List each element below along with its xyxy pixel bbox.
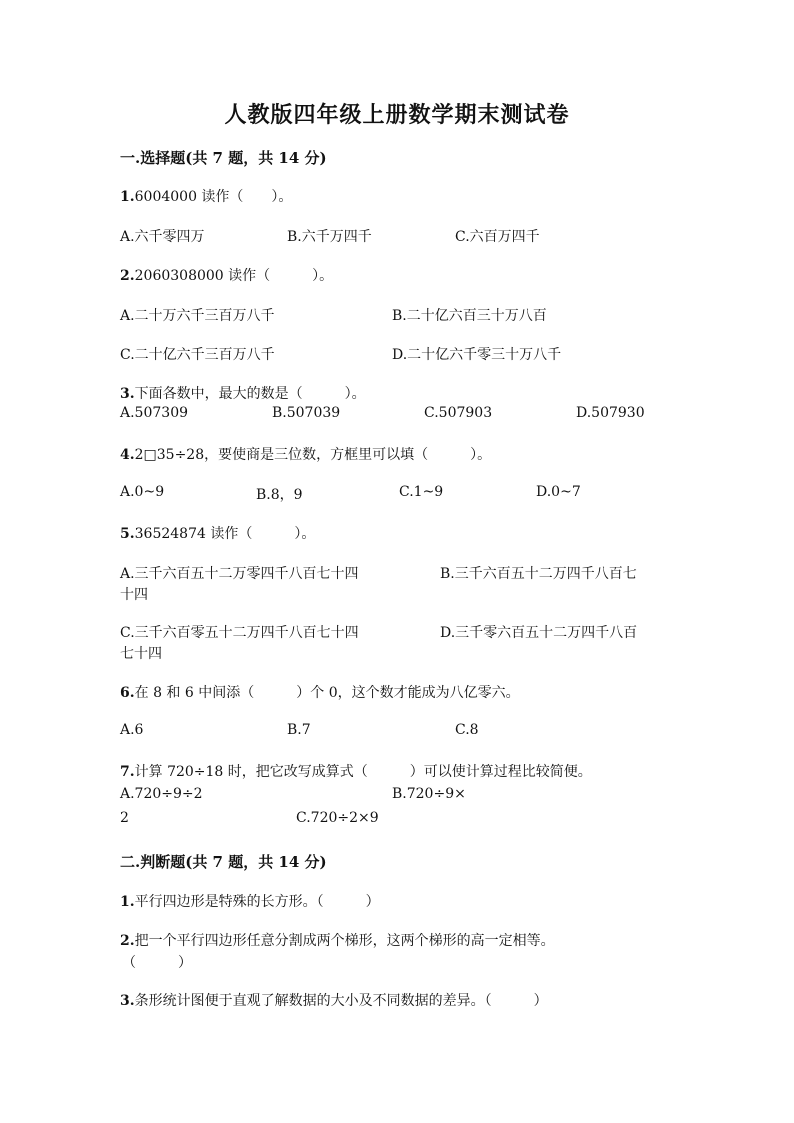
question-4 [120,444,491,464]
question-number: 3. [120,386,135,402]
option-a: A.720÷9÷2 [120,786,203,802]
option-c: C.720÷2×9 [296,810,379,826]
question-6 [120,682,520,702]
option-c: C.六百万四千 [455,229,540,245]
judgement-question-1 [120,891,380,911]
question-text: 计算 720÷18 时，把它改写成算式（ ）可以使计算过程比较简便。 [134,764,592,780]
question-text: 把一个平行四边形任意分割成两个梯形，这两个梯形的高一定相等。 [134,933,555,949]
option-c: C.三千六百零五十二万四千八百七十四 [120,625,359,641]
section-heading-judgement: 二.判断题(共 7 题，共 14 分) [120,853,327,871]
option-c: C.二十亿六千三百万八千 [120,347,275,363]
option-a: A.6 [120,722,144,738]
section-heading-choice: 一.选择题(共 7 题，共 14 分) [120,149,327,167]
option-b: B.7 [287,722,311,738]
question-7 [120,761,592,781]
question-text: 2□35÷28，要使商是三位数，方框里可以填（ ）。 [134,447,492,463]
question-text: 6004000 读作（ ）。 [134,189,293,205]
question-number: 1. [120,894,135,910]
question-number: 7. [120,764,135,780]
question-text: 在 8 和 6 中间添（ ）个 0，这个数才能成为八亿零六。 [134,685,520,701]
option-b: B.二十亿六百三十万八百 [392,308,547,324]
question-text: 条形统计图便于直观了解数据的大小及不同数据的差异。（ ） [134,993,548,1009]
question-text: 2060308000 读作（ ）。 [134,268,334,284]
option-a: A.二十万六千三百万八千 [120,308,275,324]
question-text: 平行四边形是特殊的长方形。（ ） [134,894,380,910]
option-b: B.8，9 [256,487,303,503]
question-text: 36524874 读作（ ）。 [134,526,316,542]
question-5 [120,523,315,543]
option-a: A.0~9 [120,484,165,500]
option-b: B.三千六百五十二万四千八百七 [440,566,637,582]
question-number: 4. [120,447,135,463]
judgement-question-3 [120,990,548,1010]
judgement-question-2-blank: （ ） [122,955,192,971]
option-b-continued: 十四 [120,587,148,603]
option-c: C.1~9 [399,484,444,500]
judgement-question-2 [120,930,555,950]
page-title: 人教版四年级上册数学期末测试卷 [224,102,570,128]
option-a: A.六千零四万 [120,229,205,245]
option-c: C.507903 [424,405,493,421]
question-1 [120,186,292,206]
option-d: D.三千零六百五十二万四千八百 [440,625,638,641]
option-b-continued: 2 [120,810,129,826]
question-number: 6. [120,685,135,701]
question-number: 1. [120,189,135,205]
option-b: B.六千万四千 [287,229,372,245]
question-number: 2. [120,933,135,949]
question-number: 5. [120,526,135,542]
option-d: D.507930 [576,405,645,421]
option-d-continued: 七十四 [120,646,162,662]
option-a: A.507309 [120,405,189,421]
question-number: 3. [120,993,135,1009]
option-b: B.507039 [272,405,341,421]
question-2 [120,265,333,285]
option-d: D.二十亿六千零三十万八千 [392,347,562,363]
question-3 [120,383,366,403]
option-b: B.720÷9× [392,786,466,802]
question-number: 2. [120,268,135,284]
option-a: A.三千六百五十二万零四千八百七十四 [120,566,359,582]
question-text: 下面各数中，最大的数是（ ）。 [134,386,366,402]
option-d: D.0~7 [536,484,581,500]
option-c: C.8 [455,722,479,738]
